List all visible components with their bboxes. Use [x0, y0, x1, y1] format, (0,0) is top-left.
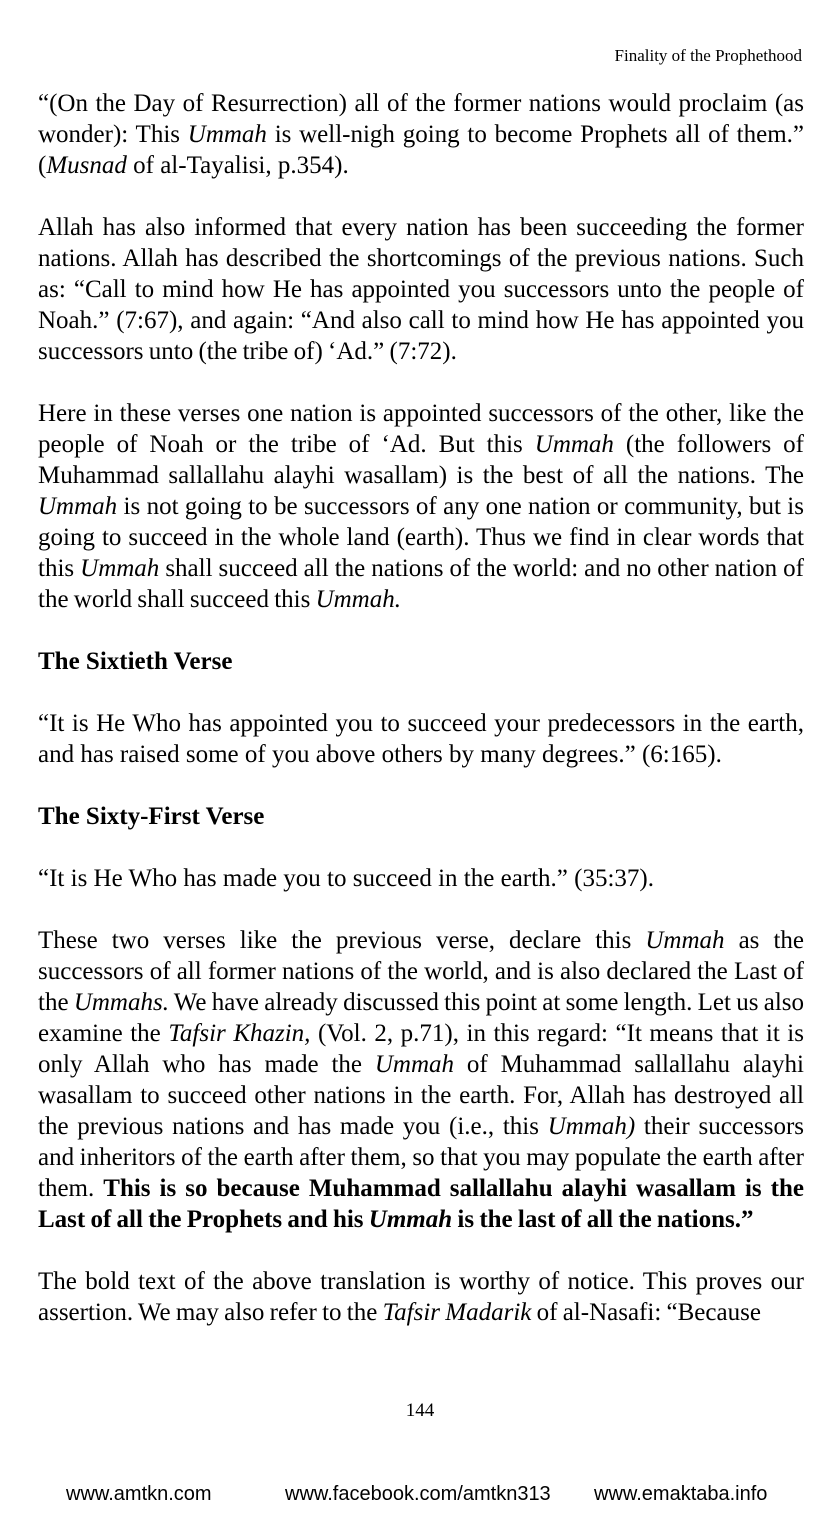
heading-sixty-first-verse: The Sixty-First Verse [38, 803, 265, 830]
heading-sixtieth-verse: The Sixtieth Verse [38, 648, 233, 675]
paragraph-3: Here in these verses one nation is appointed successors of the other, like the people of Noah or the tribe of ‘Ad. But this Ummah (the followers of Muhammad sallallahu alayhi wasallam) is the best of all the nations. The Ummah is not going to be successors of any one nation or community, but is going to succeed in the whole land (earth). Thus we find in clear words that this Ummah shall succeed all the nations of the world: and no other nation of the world shall succeed this Ummah. [38, 400, 804, 613]
footer-link-facebook[interactable]: www.facebook.com/amtkn313 [285, 1483, 551, 1505]
paragraph-5: “It is He Who has made you to succeed in the earth.” (35:37). [38, 865, 655, 892]
running-header: Finality of the Prophethood [614, 46, 802, 65]
paragraph-1: “(On the Day of Resurrection) all of the former nations would proclaim (as wonder): This Ummah is well-nigh going to become Prophets all of them.” (Musnad of al-Tayalisi, p.354). [38, 90, 804, 179]
page-number: 144 [405, 1400, 435, 1421]
paragraph-7: The bold text of the above translation is worthy of notice. This proves our assertion. We may also refer to the Tafsir Madarik of al-Nasafi: “Because [38, 1268, 804, 1326]
bold-quote: This is so because Muhammad sallallahu alayhi wasallam is the Last of all the Prophets and his Ummah is the last of all the nations.” [38, 1175, 804, 1233]
paragraph-4: “It is He Who has appointed you to succeed your predecessors in the earth, and has raised some of you above others by many degrees.” (6:165). [38, 710, 804, 768]
footer-link-amtkn[interactable]: www.amtkn.com [66, 1483, 212, 1505]
page-body [38, 88, 804, 1359]
footer-link-emaktaba[interactable]: www.emaktaba.info [594, 1483, 768, 1505]
paragraph-6: These two verses like the previous verse, declare this Ummah as the successors of all former nations of the world, and is also declared the Last of the Ummahs. We have already discussed this point at some length. Let us also examine the Tafsir Khazin, (Vol. 2, p.71), in this regard: “It means that it is only Allah who has made the Ummah of Muhammad sallallahu alayhi wasallam to succeed other nations in the earth. For, Allah has destroyed all the previous nations and has made you (i.e., this Ummah) their successors and inheritors of the earth after them, so that you may populate the earth after them. This is so because Muhammad sallallahu alayhi wasallam is the Last of all the Prophets and his Ummah is the last of all the nations.” [38, 927, 805, 1233]
paragraph-2: Allah has also informed that every nation has been succeeding the former nations. Allah has described the shortcomings of the previous nations. Such as: “Call to mind how He has appointed you successors unto the people of Noah.” (7:67), and again: “And also call to mind how He has appointed you successors unto (the tribe of) ‘Ad.” (7:72). [38, 214, 804, 365]
